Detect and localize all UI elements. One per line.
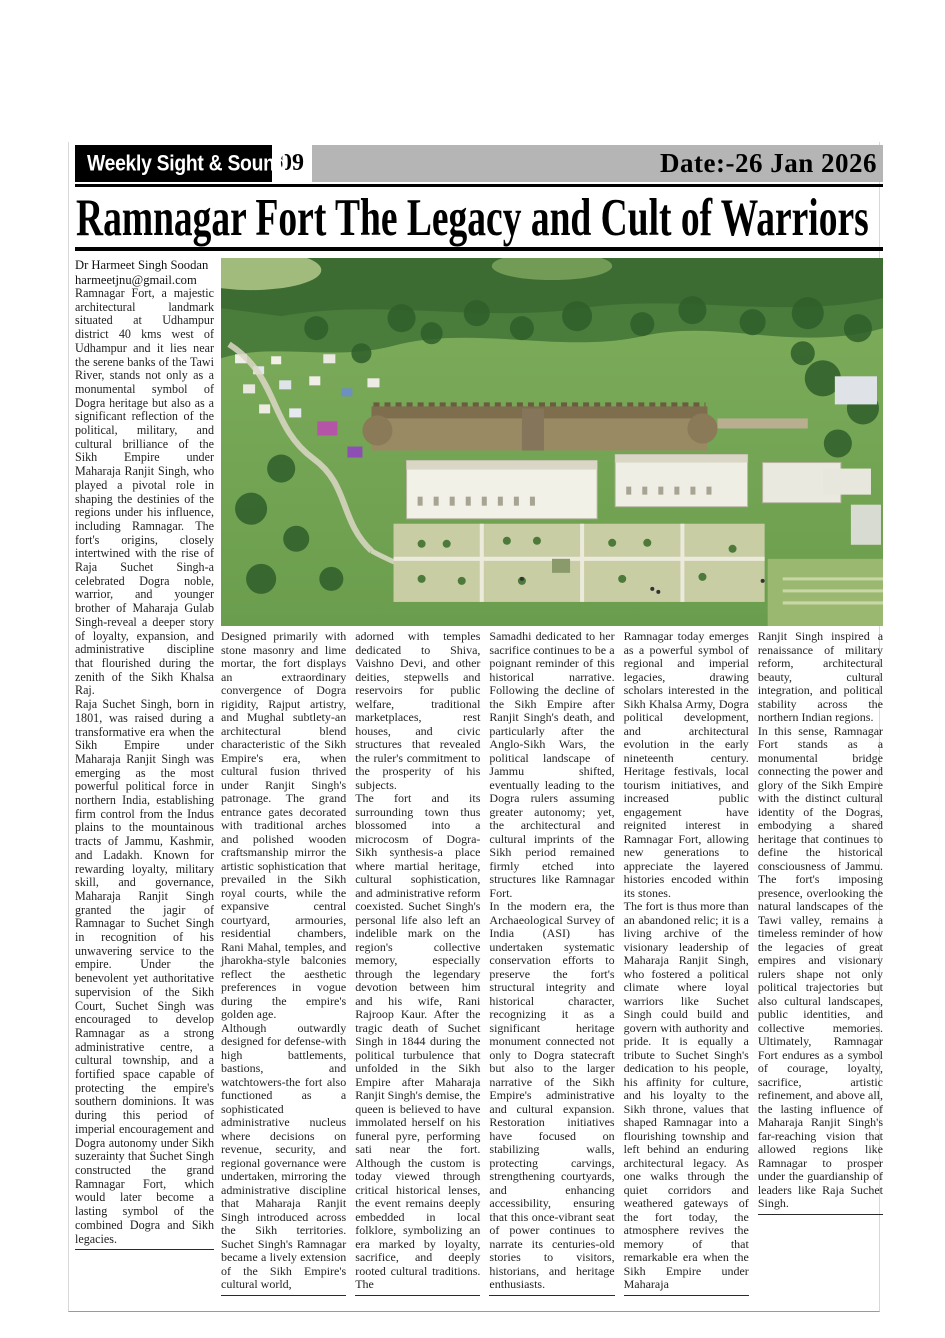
- date-label: Date:-26 Jan 2026: [660, 148, 877, 178]
- lawn-terraces: [768, 559, 883, 626]
- column-5-text: [624, 630, 749, 1292]
- paragraph: In the modern era, the Archaeological Survey of India (ASI) has undertaken systematic conservation efforts to preserve the fort's structural integrity and historical character, recognizing it as a significant heritage monument connected not only to Dogra statecraft but also to the larger narrative of the Sikh Empire's administrative and cultural expansion. Restoration initiatives have focused on stabilizing walls, protecting carvings, strengthening courtyards, and enhancing accessibility, ensuring that this once-vibrant seat of power continues to narrate its centuries-old stories to visitors, historians, and heritage enthusiasts.: [489, 899, 615, 1291]
- paragraph: adorned with temples dedicated to Shiva, Vaishno Devi, and other deities, stepwells and reservoirs for public welfare, traditional marketplaces, rest houses, and civic structures that revealed the ruler's commitment to the prosperity of his subjects.: [355, 629, 481, 792]
- paragraph: Ramnagar today emerges as a powerful symbol of regional and imperial legacies, drawing scholars interested in the Sikh Khalsa Army, Dogra political development, and architectural evolution in the early nineteenth century. Heritage festivals, local tourism initiatives, and increased public engagement have reignited interest in Ramnagar Fort, allowing new generations to appreciate the layered histories encoded within its stones.: [623, 629, 749, 900]
- byline-email: harmeetjnu@gmail.com: [75, 272, 197, 287]
- headline-wrap: [76, 189, 884, 245]
- masthead: [75, 145, 883, 182]
- paragraph: Ramnagar Fort, a majestic architectural landmark situated at Udhampur district 40 kms west of Udhampur and it lies near the serene banks of the Tawi River, stands not only as a monumental symbol of Dogra heritage but also as a significant reflection of the political, military, and cultural brilliance of the Sikh Empire under Maharaja Ranjit Singh, who played a pivotal role in shaping the destinies of the regions under his influence, including Ramnagar. The fort's origins, closely intertwined with the rise of Raja Suchet Singh-a celebrated Dogra noble, warrior, and younger brother of Maharaja Gulab Singh-reveal a deeper story of loyalty, expansion, and administrative discipline that flourished during the zenith of the Sikh Khalsa Raj.: [75, 286, 214, 698]
- column-2-text: [221, 630, 346, 1292]
- fort-aerial-photo: [221, 258, 883, 626]
- page-number: 09: [272, 145, 312, 182]
- column-6: [758, 630, 883, 1215]
- column-3-text: [355, 630, 480, 1292]
- courtyard: [394, 524, 765, 602]
- headline: Ramnagar Fort The Legacy and Cult of Warriors: [76, 187, 869, 247]
- byline-author: Dr Harmeet Singh Soodan: [75, 258, 209, 272]
- paragraph: The fort is thus more than an abandoned relic; it is a living archive of the visionary leadership of Maharaja Ranjit Singh, who fostered a political climate where loyal warriors like Suchet Singh could build and govern with authority and pride. It is equally a tribute to Suchet Singh's dedication to his people, his affinity for culture, and his loyalty to the Sikh throne, values that shaped Ramnagar into a flourishing township and left behind an enduring architectural legacy. As one walks through the quiet corridors and weathered gateways of the fort today, the atmosphere revives the memory of that remarkable era when the Sikh Empire under Maharaja: [623, 899, 749, 1291]
- column-2: [221, 630, 346, 1296]
- column-1: [75, 258, 214, 1250]
- fort-aerial-photo-graphic: [221, 258, 883, 626]
- header-rule: [75, 184, 883, 187]
- headline-rule: [75, 247, 883, 251]
- column-1-text: [75, 287, 214, 1246]
- column-4: [489, 630, 614, 1296]
- masthead-gray-bar: [312, 145, 883, 182]
- newspaper-name-box: [75, 145, 287, 182]
- column-3: [355, 630, 480, 1296]
- paragraph: The fort and its surrounding town thus blossomed into a microcosm of Dogra-Sikh synthesis-a place where martial heritage, cultural sophistication, and administrative reform coexisted. Suchet Singh's personal life also left an indelible mark on the region's collective memory, especially through the legendary devotion between him and his wife, Rani Rajroop Kaur. After the tragic death of Suchet Singh in 1844 during the political turbulence that unfolded in the Sikh Empire after Maharaja Ranjit Singh's demise, the queen is believed to have immolated herself on his funeral pyre, performing sati near the fort. Although the custom is today viewed through critical historical lenses, the event remains deeply embedded in local folklore, symbolizing an era marked by loyalty, sacrifice, and deeply rooted cultural traditions. The: [355, 791, 481, 1291]
- paragraph: Raja Suchet Singh, born in 1801, was raised during a transformative era when the Sikh Empire under Maharaja Ranjit Singh was emerging as the most powerful political force in northern India, establishing firm control from the Indus plains to the mountainous tracts of Jammu, Kashmir, and Ladakh. Known for rewarding loyalty, military skill, and governance, Maharaja Ranjit Singh granted the jagir of Ramnagar to Suchet Singh in recognition of his unwavering service to the empire. Under the benevolent yet authoritative supervision of the Sikh Court, Suchet Singh was encouraged to develop Ramnagar as a strong administrative centre, a cultural township, and a fortified space capable of protecting the empire's southern dominions. It was during this period of imperial encouragement and Dogra autonomy under Sikh suzerainty that Suchet Singh constructed the grand Ramnagar Fort, which would later become a lasting symbol of the combined Dogra and Sikh legacies.: [75, 697, 214, 1246]
- column-5: [624, 630, 749, 1296]
- columns-below-photo: [221, 630, 883, 1296]
- column-6-text: [758, 630, 883, 1211]
- paragraph: Samadhi dedicated to her sacrifice continues to be a poignant reminder of this historical narrative. Following the decline of the Sikh Empire after Ranjit Singh's death, and particularly after the Anglo-Sikh Wars, the political landscape of Jammu shifted, eventually leading to the Dogra rulers assuming greater autonomy; yet, the architectural and cultural imprints of the Sikh period remained firmly etched into structures like Ramnagar Fort.: [489, 629, 615, 900]
- paragraph: Although outwardly designed for defense-with high battlements, bastions, and watchtowers-the fort also functioned as a sophisticated administrative nucleus where decisions on revenue, security, and regional governance were undertaken, mirroring the administrative discipline that Maharaja Ranjit Singh introduced across the Sikh territories. Suchet Singh's Ramnagar became a lively extension of the Sikh Empire's cultural world,: [221, 1020, 347, 1291]
- paragraph: Ranjit Singh inspired a renaissance of military reform, architectural beauty, cultural integration, and political stability across the northern Indian regions.: [757, 629, 884, 724]
- newspaper-name: Weekly Sight & Sound: [87, 150, 287, 176]
- column-4-text: [489, 630, 614, 1292]
- paragraph: Designed primarily with stone masonry and lime mortar, the fort displays an extraordinary convergence of Dogra rigidity, Rajput artistry, and Mughal subtlety-an architectural blend characteristic of the Sikh Empire's era, when cultural fusion thrived under Ranjit Singh's patronage. The grand entrance gates decorated with traditional arches and polished wooden craftsmanship mirror the artistic sophistication that prevailed in the Sikh royal courts, while the expansive central courtyard, armouries, residential chambers, Rani Mahal, temples, and jharokha-style balconies reflect the aesthetic preferences in vogue during the empire's golden age.: [221, 629, 347, 1021]
- paragraph: In this sense, Ramnagar Fort stands as a monumental bridge connecting the power and glory of the Sikh Empire with the distinct cultural identity of the Dogras, embodying a shared heritage that continues to define the historical consciousness of Jammu. The fort's imposing presence, overlooking the natural landscapes of the Tawi valley, remains a timeless reminder of how the legacies of great empires and visionary rulers shape not only political trajectories but also cultural landscapes, public identities, and collective memories. Ultimately, Ramnagar Fort endures as a symbol of courage, loyalty, sacrifice, artistic refinement, and above all, the lasting influence of Maharaja Ranjit Singh's far-reaching vision that allowed regions like Ramnagar to prosper under the guardianship of leaders like Raja Suchet Singh.: [757, 723, 884, 1210]
